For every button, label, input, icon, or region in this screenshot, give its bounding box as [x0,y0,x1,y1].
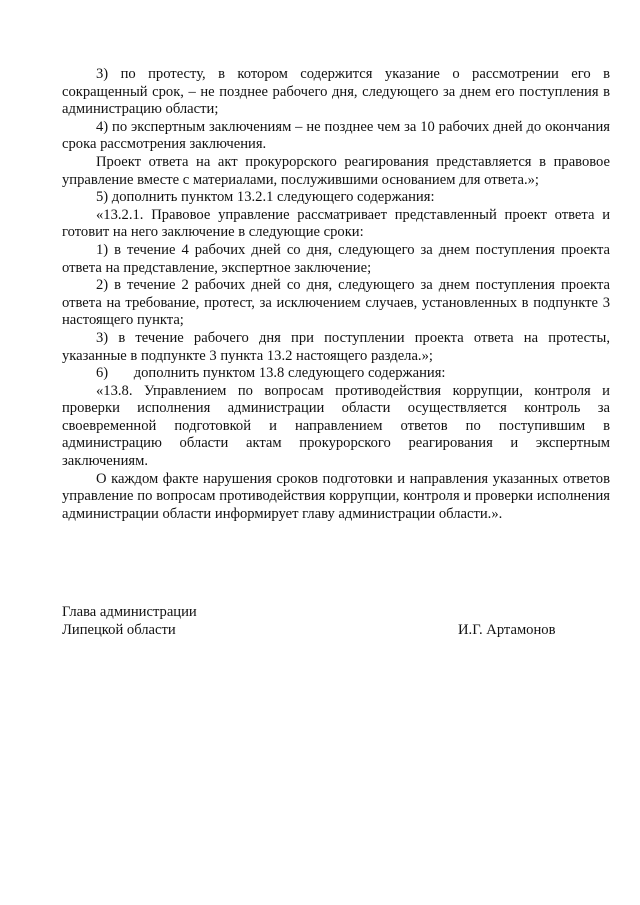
paragraph-amend-5: 5) дополнить пунктом 13.2.1 следующего содержания: [96,189,435,206]
paragraph-subitem-2: 2) в течение 2 рабочих дней со дня, следующего за днем поступления проекта ответа на требование, протест, за исключением случаев, установленных в подпункте 3 настоящего пункта; [62,277,610,329]
signatory-position-line2: Липецкой области [62,622,176,638]
document-body [62,66,610,523]
signature-row-2 [62,621,610,639]
paragraph-13-8: «13.8. Управлением по вопросам противодействия коррупции, контроля и проверки исполнения администрации области осуществляется контроль за своевременной подготовкой и направлением ответов по поступившим в администрацию области актам прокурорского реагирования и экспертным заключениям. [62,382,610,470]
paragraph-subitem-3: 3) в течение рабочего дня при поступлении проекта ответа на протесты, указанные в подпункте 3 пункта 13.2 настоящего раздела.»; [62,329,610,364]
paragraph-draft-response: Проект ответа на акт прокурорского реагирования представляется в правовое управление вместе с материалами, послужившими основанием для ответа.»; [62,153,610,188]
paragraph-13-2-1: «13.2.1. Правовое управление рассматривает представленный проект ответа и готовит на него заключение в следующие сроки: [62,206,610,241]
signatory-position-line1: Глава администрации [62,604,197,620]
signature-row-1 [62,603,610,621]
paragraph-amend-6: 6) дополнить пунктом 13.8 следующего содержания: [96,365,446,382]
paragraph-item-3: 3) по протесту, в котором содержится указание о рассмотрении его в сокращенный срок, – не позднее рабочего дня, следующего за днем его поступления в администрацию области; [62,66,610,118]
signatory-name: И.Г. Артамонов [458,622,556,638]
signature-block [62,603,610,639]
paragraph-violations: О каждом факте нарушения сроков подготовки и направления указанных ответов управление по вопросам противодействия коррупции, контроля и проверки исполнения администрации области информирует главу администрации области.». [62,470,610,522]
paragraph-item-4: 4) по экспертным заключениям – не позднее чем за 10 рабочих дней до окончания срока рассмотрения заключения. [62,118,610,153]
paragraph-subitem-1: 1) в течение 4 рабочих дней со дня, следующего за днем поступления проекта ответа на представление, экспертное заключение; [62,241,610,276]
